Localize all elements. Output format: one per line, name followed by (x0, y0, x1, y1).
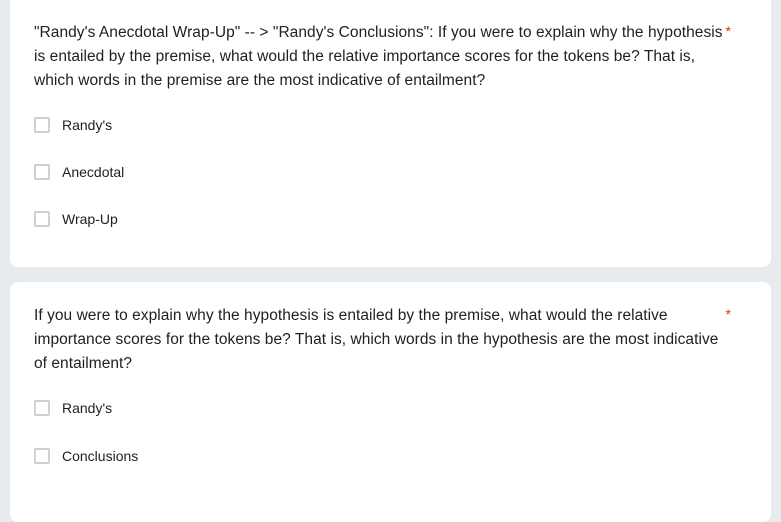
checkbox[interactable] (34, 211, 50, 227)
option-label: Anecdotal (62, 164, 125, 180)
option-label: Wrap-Up (62, 211, 118, 227)
checkbox[interactable] (34, 400, 50, 416)
option-label: Randy's (62, 400, 113, 416)
checkbox[interactable] (34, 448, 50, 464)
question-title: "Randy's Anecdotal Wrap-Up" -- > "Randy's Conclusions": If you were to explain why the hypothesis is entailed by the premise, what would the relative importance scores for the tokens be? That is, which words in the premise are the most indicative of entailment? (34, 24, 723, 89)
required-marker: * (725, 306, 731, 322)
checkbox-option-wrap-up[interactable] (34, 207, 118, 231)
checkbox-option-randys[interactable] (34, 113, 112, 137)
checkbox-option-randys[interactable] (34, 396, 112, 420)
required-marker: * (725, 23, 731, 39)
question-card (10, 282, 771, 522)
checkbox[interactable] (34, 117, 50, 133)
checkbox-option-conclusions[interactable] (34, 444, 138, 468)
checkbox-option-anecdotal[interactable] (34, 160, 124, 184)
option-label: Randy's (62, 117, 113, 133)
checkbox[interactable] (34, 164, 50, 180)
question-card (10, 0, 771, 267)
question-title: If you were to explain why the hypothesis is entailed by the premise, what would the relative importance scores for the tokens be? That is, which words in the hypothesis are the most indicative of entailment? (34, 307, 719, 372)
option-label: Conclusions (62, 448, 139, 464)
